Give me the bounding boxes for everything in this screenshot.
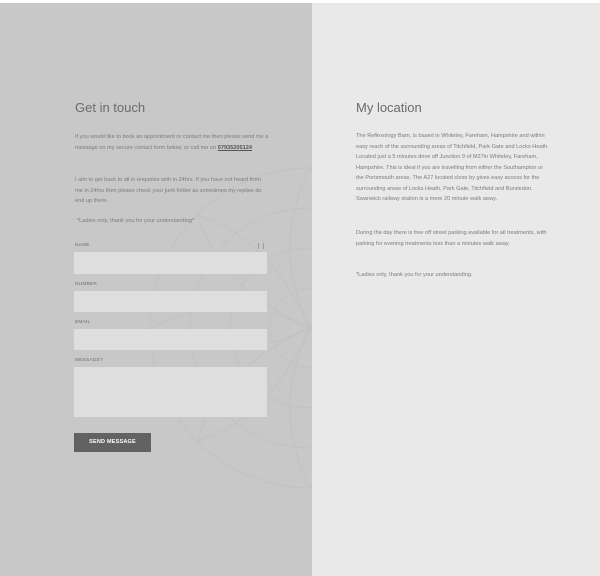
message-textarea[interactable] xyxy=(74,367,267,417)
contact-heading: Get in touch xyxy=(75,100,146,115)
autofill-icon xyxy=(258,243,264,249)
email-input[interactable] xyxy=(74,329,267,350)
number-input[interactable] xyxy=(74,291,267,312)
contact-intro xyxy=(75,132,270,153)
location-paragraph-2: During the day there is free off street parking available for all treatments, with parking for evening treatments less than a minutes walk away. xyxy=(356,230,547,247)
ladies-note: *Ladies only, thank you for your understanding* xyxy=(77,218,195,224)
location-heading: My location xyxy=(356,100,422,115)
name-label: NAME xyxy=(75,243,90,248)
number-label: NUMBER xyxy=(75,282,97,287)
location-paragraph-1: The Reflexology Barn, is based in Whiteley, Fareham, Hampshire and within easy reach of the surrounding areas of Titchfield, Park Gate and Locks Heath. Located just a 5 minutes drive off Junction 9 of M27in Whiteley, Fareham, Hampshire. This is ideal if you are travelling from either the Southampton or the Portsmouth areas. The A27 located close by gives easy access for the surrounding areas of Locks Heath, Park Gate, Titchfield and Bursledon. Swanwick railway station is a mere 20 minute walk away. xyxy=(356,133,549,202)
send-message-button[interactable]: SEND MESSAGE xyxy=(74,433,151,452)
location-ladies-note: *Ladies only, thank you for your understanding. xyxy=(356,272,473,278)
phone-link[interactable]: 07935205124 xyxy=(217,144,252,151)
location-panel xyxy=(312,3,600,576)
contact-panel xyxy=(0,3,312,576)
name-input[interactable] xyxy=(74,252,267,274)
reply-note: I aim to get back to all in enquiries with in 24hrs. If you have not heard from me in 24hrs then please check your junk folder as sometimes my replies do end up there. xyxy=(75,177,262,204)
email-label: EMAIL xyxy=(75,320,91,325)
contact-intro-text: If you would like to book an appointment or contact me then please send me a message on my secure contact form below, or call me on xyxy=(75,134,269,151)
message-label: MESSAGE? xyxy=(75,358,103,363)
